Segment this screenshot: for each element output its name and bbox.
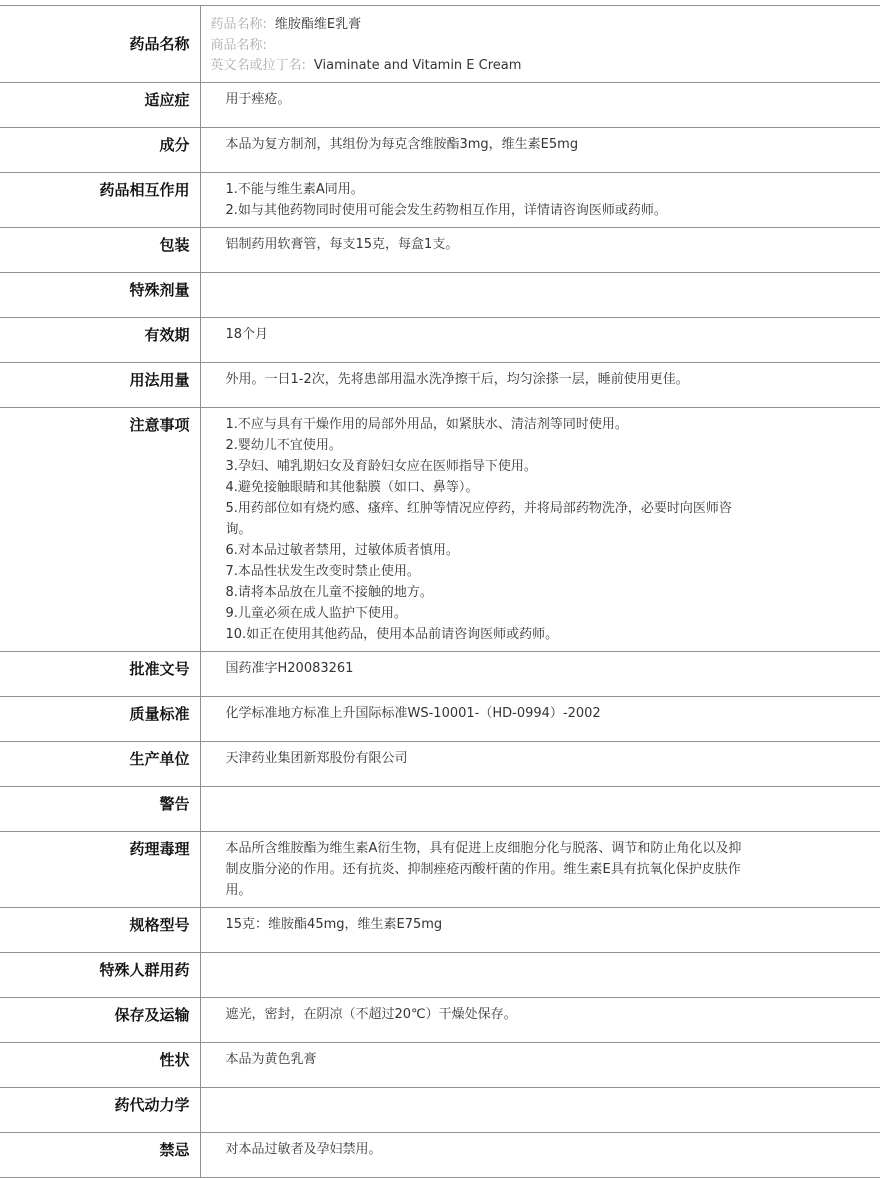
spec-value-line: 外用。一日1-2次，先将患部用温水洗净擦干后，均匀涂搽一层，睡前使用更佳。 (225, 371, 689, 387)
spec-value (200, 831, 880, 907)
spec-value-line: 本品所含维胺酯为维生素A衍生物，具有促进上皮细胞分化与脱落、调节和防止角化以及抑 (225, 840, 742, 856)
spec-value (200, 227, 880, 272)
spec-value-line: 化学标准地方标准上升国际标准WS-10001-（HD-0994）-2002 (225, 705, 601, 721)
spec-label: 批准文号 (0, 651, 200, 696)
spec-row-pharmacokinetics (0, 1087, 880, 1132)
spec-row-ingredients (0, 127, 880, 172)
spec-value (200, 952, 880, 997)
trade-name-line (211, 36, 861, 57)
spec-row-special-dosage (0, 272, 880, 317)
spec-value (200, 172, 880, 227)
spec-row-precautions (0, 407, 880, 651)
spec-row-storage (0, 997, 880, 1042)
drug-spec-body (0, 6, 880, 1178)
spec-value (200, 741, 880, 786)
spec-row-appearance (0, 1042, 880, 1087)
spec-label: 特殊剂量 (0, 272, 200, 317)
spec-value-line: 7.本品性状发生改变时禁止使用。 (225, 563, 420, 579)
spec-label: 特殊人群用药 (0, 952, 200, 997)
spec-label: 药品相互作用 (0, 172, 200, 227)
spec-value-line: 18个月 (225, 326, 269, 342)
generic-name-value: 维胺酯维E乳膏 (274, 17, 362, 32)
spec-label: 保存及运输 (0, 997, 200, 1042)
spec-value-line: 铝制药用软膏管，每支15克，每盒1支。 (225, 236, 459, 252)
spec-value-line: 1.不应与具有干燥作用的局部外用品，如紧肤水、清洁剂等同时使用。 (225, 416, 628, 432)
spec-value-line: 用。 (225, 882, 252, 898)
spec-value (200, 907, 880, 952)
spec-value-line: 询。 (225, 521, 252, 537)
generic-name-key: 药品名称: (210, 17, 267, 32)
spec-value (200, 407, 880, 651)
latin-name-value: Viaminate and Vitamin E Cream (313, 58, 522, 73)
spec-label: 生产单位 (0, 741, 200, 786)
spec-value-line: 对本品过敏者及孕妇禁用。 (225, 1141, 382, 1157)
spec-value-line: 4.避免接触眼睛和其他黏膜（如口、鼻等）。 (225, 479, 479, 495)
spec-value-line: 遮光，密封，在阴凉（不超过20℃）干燥处保存。 (225, 1006, 517, 1022)
spec-label: 质量标准 (0, 696, 200, 741)
spec-label: 适应症 (0, 82, 200, 127)
drug-spec-table (0, 5, 880, 1178)
spec-value (200, 696, 880, 741)
spec-value-line: 本品为复方制剂，其组份为每克含维胺酯3mg，维生素E5mg (225, 136, 579, 152)
spec-value-line: 国药准字H20083261 (225, 660, 354, 676)
spec-row-pharmacology (0, 831, 880, 907)
spec-value-line: 15克：维胺酯45mg，维生素E75mg (225, 916, 443, 932)
spec-label: 有效期 (0, 317, 200, 362)
spec-row-packaging (0, 227, 880, 272)
spec-row-shelf-life (0, 317, 880, 362)
spec-label: 药理毒理 (0, 831, 200, 907)
spec-value-line: 2.婴幼儿不宜使用。 (225, 437, 342, 453)
spec-row-specification (0, 907, 880, 952)
spec-row-indications (0, 82, 880, 127)
spec-row-approval-number (0, 651, 880, 696)
spec-value (200, 362, 880, 407)
latin-name-line (211, 56, 861, 77)
spec-value-line: 9.儿童必须在成人监护下使用。 (225, 605, 407, 621)
spec-row-interactions (0, 172, 880, 227)
spec-value (200, 1132, 880, 1177)
spec-value-line: 用于痤疮。 (225, 91, 291, 107)
spec-value (200, 1042, 880, 1087)
spec-value-line: 8.请将本品放在儿童不接触的地方。 (225, 584, 433, 600)
spec-value (200, 127, 880, 172)
generic-name-line (211, 15, 861, 36)
spec-value-line: 10.如正在使用其他药品，使用本品前请咨询医师或药师。 (225, 626, 559, 642)
spec-value-line: 本品为黄色乳膏 (225, 1051, 317, 1067)
spec-value-line: 1.不能与维生素A同用。 (225, 181, 364, 197)
spec-row-warning (0, 786, 880, 831)
spec-label: 警告 (0, 786, 200, 831)
spec-row-usage (0, 362, 880, 407)
spec-label: 药代动力学 (0, 1087, 200, 1132)
spec-value (200, 651, 880, 696)
spec-row-special-populations (0, 952, 880, 997)
spec-value-line: 5.用药部位如有烧灼感、瘙痒、红肿等情况应停药，并将局部药物洗净，必要时向医师咨 (225, 500, 732, 516)
spec-row-contraindications (0, 1132, 880, 1177)
spec-value-line: 3.孕妇、哺乳期妇女及育龄妇女应在医师指导下使用。 (225, 458, 537, 474)
spec-label: 禁忌 (0, 1132, 200, 1177)
spec-value (200, 997, 880, 1042)
spec-value-line: 2.如与其他药物同时使用可能会发生药物相互作用，详情请咨询医师或药师。 (225, 202, 667, 218)
spec-label: 性状 (0, 1042, 200, 1087)
spec-value-names (200, 6, 880, 83)
spec-value (200, 786, 880, 831)
spec-value-line: 制皮脂分泌的作用。还有抗炎、抑制痤疮丙酸杆菌的作用。维生素E具有抗氧化保护皮肤作 (225, 861, 741, 877)
spec-value (200, 317, 880, 362)
spec-label: 成分 (0, 127, 200, 172)
spec-label: 药品名称 (0, 6, 200, 83)
spec-label: 包装 (0, 227, 200, 272)
spec-label: 注意事项 (0, 407, 200, 651)
spec-value (200, 82, 880, 127)
spec-label: 规格型号 (0, 907, 200, 952)
spec-row-drug-name (0, 6, 880, 83)
spec-value (200, 272, 880, 317)
spec-row-quality-standard (0, 696, 880, 741)
spec-value-line: 天津药业集团新郑股份有限公司 (225, 750, 408, 766)
spec-label: 用法用量 (0, 362, 200, 407)
spec-value (200, 1087, 880, 1132)
latin-name-key: 英文名或拉丁名: (210, 58, 306, 73)
spec-value-line: 6.对本品过敏者禁用，过敏体质者慎用。 (225, 542, 459, 558)
trade-name-key: 商品名称: (210, 37, 267, 53)
spec-row-manufacturer (0, 741, 880, 786)
